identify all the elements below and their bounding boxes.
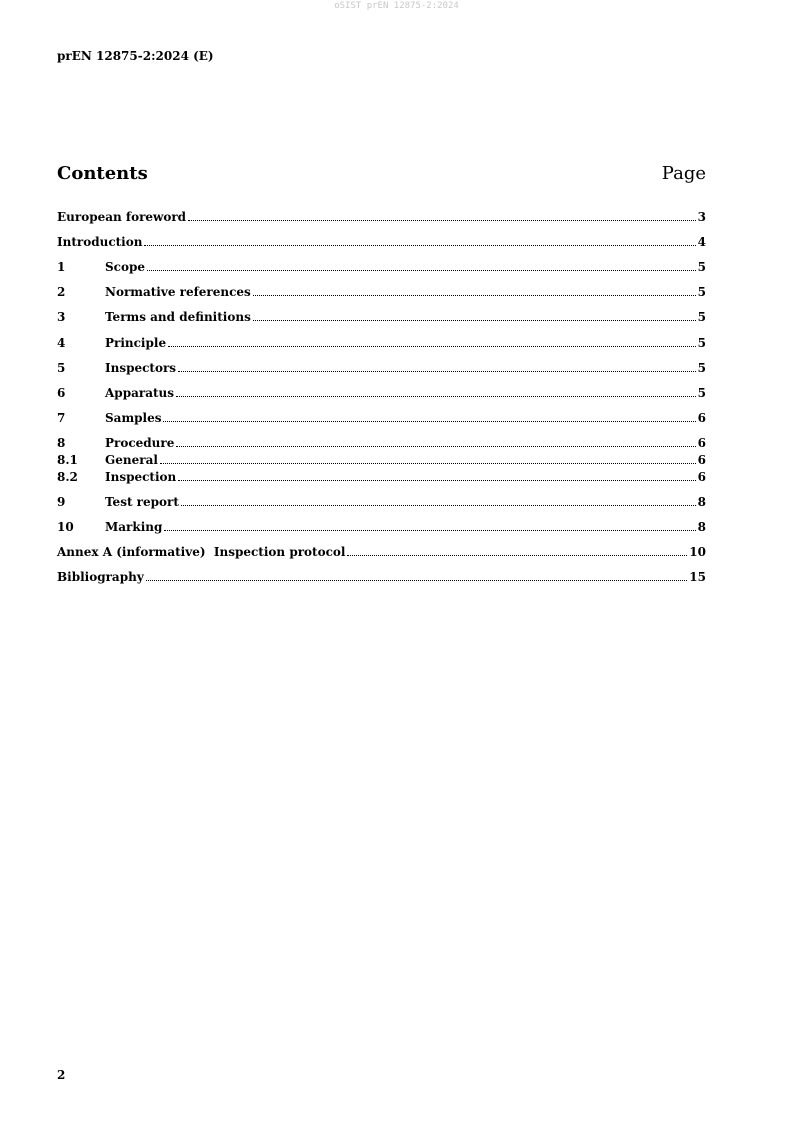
toc-leader-dots: [347, 544, 687, 556]
toc-entry-label: Introduction: [57, 235, 143, 249]
toc-entry-number: 10: [57, 520, 74, 534]
toc-entry-page: 8: [697, 495, 706, 509]
toc-entry[interactable]: [57, 543, 706, 561]
toc-leader-dots: [176, 385, 696, 397]
toc-entry-page: 5: [697, 336, 706, 350]
toc-entry[interactable]: [57, 359, 706, 377]
toc-entry-number: 3: [57, 310, 66, 324]
toc-entry-number: 8.1: [57, 453, 78, 467]
toc-entry-label: Procedure: [105, 436, 175, 450]
toc-entry-label: Normative references: [105, 285, 251, 299]
toc-leader-dots: [164, 519, 695, 531]
toc-page-label: Page: [661, 163, 706, 184]
toc-leader-dots: [163, 410, 695, 422]
toc-leader-dots: [168, 335, 696, 347]
toc-entry-label: Test report: [105, 495, 179, 509]
toc-entry-page: 5: [697, 310, 706, 324]
toc-leader-dots: [188, 209, 696, 221]
toc-entry-page: 3: [697, 210, 706, 224]
toc-entry-label: Annex A (informative) Inspection protocol: [57, 545, 346, 559]
toc-entry-label: Bibliography: [57, 570, 144, 584]
toc-entry-number: 9: [57, 495, 66, 509]
toc-entry-number: 1: [57, 260, 66, 274]
toc-entry-page: 6: [697, 470, 706, 484]
toc-entry-number: 5: [57, 361, 66, 375]
toc-entry-label: Scope: [105, 260, 146, 274]
toc-entry-label: Terms and definitions: [105, 310, 251, 324]
toc-entry[interactable]: [57, 468, 706, 486]
toc-entry-page: 6: [697, 453, 706, 467]
toc-entry[interactable]: [57, 384, 706, 402]
page-number: 2: [57, 1068, 66, 1082]
toc-leader-dots: [176, 435, 695, 447]
toc-entry-label: Apparatus: [105, 386, 174, 400]
toc-entry-label: European foreword: [57, 210, 187, 224]
toc-entry-page: 10: [689, 545, 706, 559]
toc-entry-page: 5: [697, 285, 706, 299]
toc-entry-label: Marking: [105, 520, 163, 534]
watermark: oSIST prEN 12875-2:2024: [334, 1, 459, 11]
toc-entry-label: Principle: [105, 336, 167, 350]
toc-entry-page: 5: [697, 386, 706, 400]
toc-entry-label: Inspectors: [105, 361, 177, 375]
document-id: prEN 12875-2:2024 (E): [57, 49, 214, 63]
toc-entry-number: 4: [57, 336, 66, 350]
toc-header: [57, 163, 706, 184]
toc-entry-page: 6: [697, 436, 706, 450]
toc-entry-number: 2: [57, 285, 66, 299]
toc-entry-label: General: [105, 453, 158, 467]
toc-entry[interactable]: [57, 493, 706, 511]
toc-entry-page: 4: [697, 235, 706, 249]
toc-entry[interactable]: [57, 434, 706, 452]
toc-leader-dots: [181, 494, 696, 506]
toc-entry[interactable]: [57, 308, 706, 326]
toc-entry-label: Inspection: [105, 470, 177, 484]
toc-leader-dots: [146, 569, 688, 581]
toc-entry-page: 8: [697, 520, 706, 534]
toc-leader-dots: [160, 452, 696, 464]
toc-entry[interactable]: [57, 409, 706, 427]
toc-entry[interactable]: [57, 568, 706, 586]
toc-entry-number: 8.2: [57, 470, 78, 484]
toc-entry-page: 15: [689, 570, 706, 584]
toc-entry[interactable]: [57, 208, 706, 226]
toc-entry[interactable]: [57, 283, 706, 301]
toc-leader-dots: [144, 234, 695, 246]
toc-entry[interactable]: [57, 334, 706, 352]
toc-entry[interactable]: [57, 451, 706, 469]
toc-leader-dots: [147, 259, 696, 271]
toc-entry-number: 8: [57, 436, 66, 450]
toc-entry-page: 5: [697, 361, 706, 375]
toc-entry[interactable]: [57, 233, 706, 251]
toc-entry-page: 6: [697, 411, 706, 425]
toc-leader-dots: [178, 469, 695, 481]
toc-entry[interactable]: [57, 518, 706, 536]
toc-entry-number: 6: [57, 386, 66, 400]
toc-title: Contents: [57, 163, 148, 184]
toc-entry-number: 7: [57, 411, 66, 425]
toc-leader-dots: [253, 284, 696, 296]
toc-entry-label: Samples: [105, 411, 162, 425]
toc-entry-page: 5: [697, 260, 706, 274]
toc-leader-dots: [253, 309, 696, 321]
toc-leader-dots: [178, 360, 696, 372]
toc-entry[interactable]: [57, 258, 706, 276]
